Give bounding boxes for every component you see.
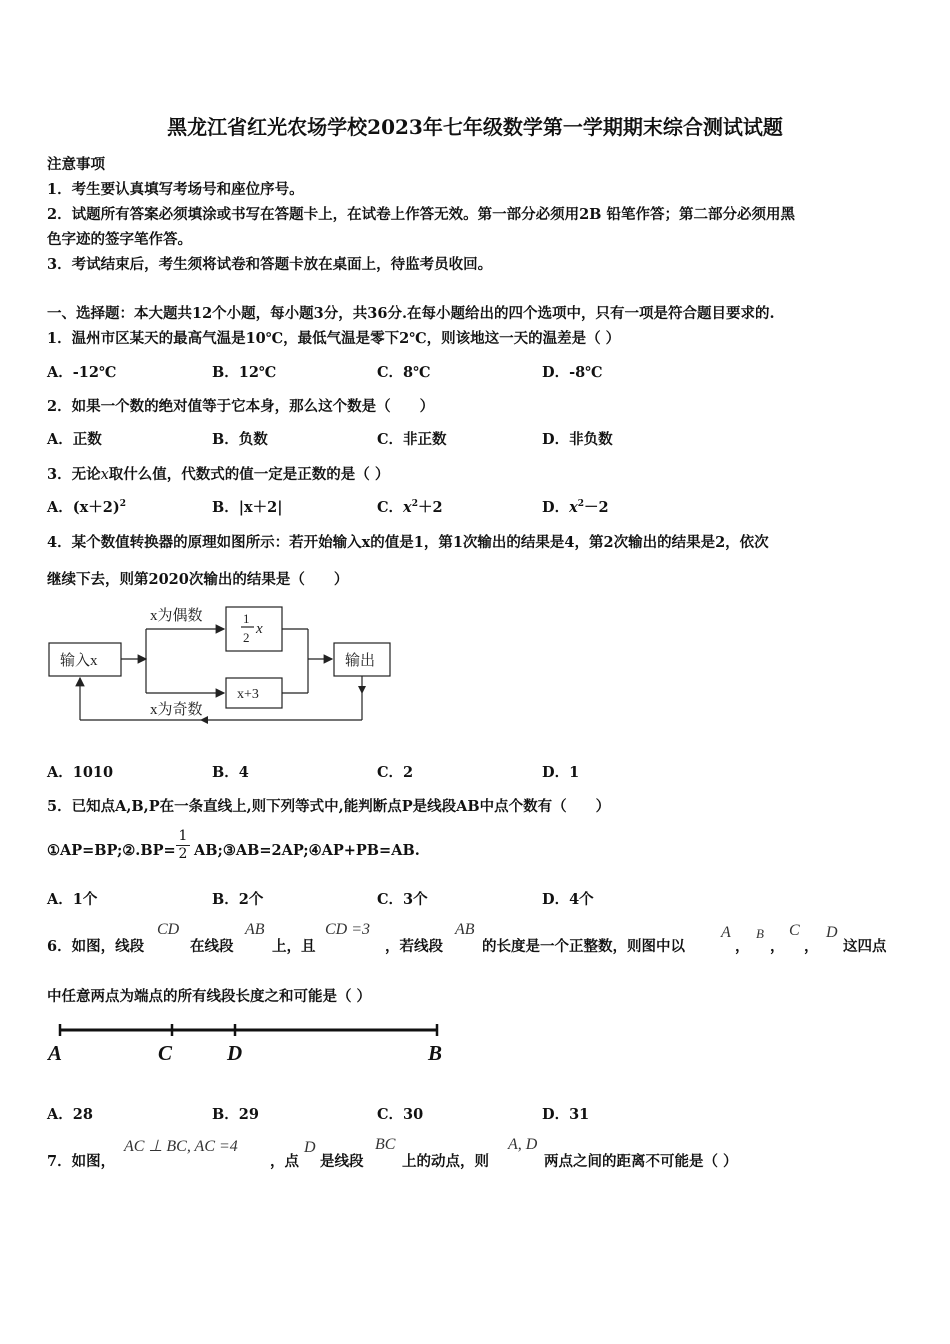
q6-option-a: A．28 [47,1106,93,1123]
flow-half-num: 1 [243,611,250,626]
flow-input-label: 输入x [60,653,98,669]
q4-option-b: B．4 [212,764,249,781]
q6-text-6: 这四点 [843,938,887,955]
q2-option-c: C．非正数 [377,431,447,448]
section-heading: 一、选择题：本大题共12个小题，每小题3分，共36分.在每小题给出的四个选项中，只有一项是符合题目要求的. [47,305,775,322]
q5-option-b: B．2个 [212,891,264,908]
q5-option-d: D．4个 [542,891,594,908]
q7-math-d: D [304,1139,316,1156]
q6-text-5: 的长度是一个正整数，则图中以 [482,938,685,955]
q4-option-a: A．1010 [47,764,114,781]
q6-stem-line2: 中任意两点为端点的所有线段长度之和可能是（ ） [47,988,372,1005]
page-title: 黑龙江省红光农场学校2023年七年级数学第一学期期末综合测试试题 [167,115,783,139]
q2-stem: 2．如果一个数的绝对值等于它本身，那么这个数是（ ） [47,398,435,415]
flow-diagram [40,598,400,733]
q6-text-1: 6．如图，线段 [47,938,145,955]
q5-conditions-a: ①AP=BP;②.BP= [47,842,176,859]
notice-item: 3．考试结束后，考生须将试卷和答题卡放在桌面上，待监考员收回。 [47,256,493,273]
q3-option-a: A．$(x+2)^2$ [47,499,126,516]
q3-option-d: D．$x^2-2$ [542,499,609,516]
q6-math-cd: CD [157,921,180,938]
q6-point-c: C [789,922,800,939]
notice-item: 1．考生要认真填写考场号和座位序号。 [47,181,304,198]
q2-option-d: D．非负数 [542,431,613,448]
q7-text-1: 7．如图， [47,1153,116,1170]
flow-plus3-label: x+3 [237,687,259,702]
q1-option-d: D．-8℃ [542,364,603,381]
segment-point-b: B [428,1041,443,1065]
flow-half-den: 2 [243,630,250,645]
q4-option-c: C．2 [377,764,414,781]
q6-math-ab2: AB [455,921,475,938]
q6-point-d: D [826,924,838,941]
q4-stem: 4．某个数值转换器的原理如图所示：若开始输入x的值是1，第1次输出的结果是4，第2次输出的结果是2，依次 [47,534,769,551]
q7-text-2: ，点 [270,1153,299,1170]
notice-heading: 注意事项 [47,156,105,173]
q6-option-d: D．31 [542,1106,590,1123]
q6-option-b: B．29 [212,1106,259,1123]
q5-stem: 5．已知点A,B,P在一条直线上,则下列等式中,能判断点P是线段AB中点个数有（ ） [47,798,611,815]
segment-point-a: A [48,1041,63,1065]
q1-stem: 1．温州市区某天的最高气温是10℃，最低气温是零下2℃，则该地这一天的温差是（ ） [47,330,621,347]
q6-math-ab: AB [245,921,265,938]
notice-item: 色字迹的签字笔作答。 [47,231,192,248]
segment-point-d: D [227,1041,243,1065]
flow-output-label: 输出 [345,653,376,669]
segment-diagram [44,1018,454,1068]
q1-option-b: B．12℃ [212,364,277,381]
flow-half-var: x [256,621,263,637]
q6-text-3: 上，且 [272,938,316,955]
q7-text-4: 上的动点，则 [402,1153,489,1170]
q4-option-d: D．1 [542,764,580,781]
q3-option-c: C．$x^2+2$ [377,499,443,516]
q3-stem: 3．无论x取什么值，代数式的值一定是正数的是（ ） [47,466,390,483]
q2-option-b: B．负数 [212,431,268,448]
q1-option-c: C．8℃ [377,364,431,381]
q5-conditions-b: AB;③AB=2AP;④AP+PB=AB. [194,842,420,859]
flow-odd-label: x为奇数 [150,702,203,718]
q5-fraction: 1 2 [176,828,190,863]
q7-math-condition: AC ⊥ BC, AC =4 [124,1138,238,1155]
q6-point-b: B [756,926,764,941]
q3-option-b: B．|x＋2| [212,499,283,516]
q6-text-4: ，若线段 [385,938,443,955]
q7-math-ad: A, D [508,1136,538,1153]
segment-point-c: C [158,1041,173,1065]
half-box [226,607,282,651]
flow-even-label: x为偶数 [150,608,203,624]
q7-math-bc: BC [375,1136,396,1153]
q6-option-c: C．30 [377,1106,424,1123]
q6-math-cd3: CD =3 [325,921,371,938]
q5-option-c: C．3个 [377,891,428,908]
q6-point-a: A [721,924,731,941]
q7-text-5: 两点之间的距离不可能是（ ） [544,1153,738,1170]
q7-text-3: 是线段 [320,1153,364,1170]
q2-option-a: A．正数 [47,431,102,448]
q4-stem-line2: 继续下去，则第2020次输出的结果是（ ） [47,571,349,588]
notice-item: 2．试题所有答案必须填涂或书写在答题卡上，在试卷上作答无效。第一部分必须用2B 铅笔作答；第二部分必须用黑 [47,206,795,223]
q6-text-2: 在线段 [190,938,234,955]
q5-option-a: A．1个 [47,891,98,908]
q1-option-a: A．-12℃ [47,364,117,381]
